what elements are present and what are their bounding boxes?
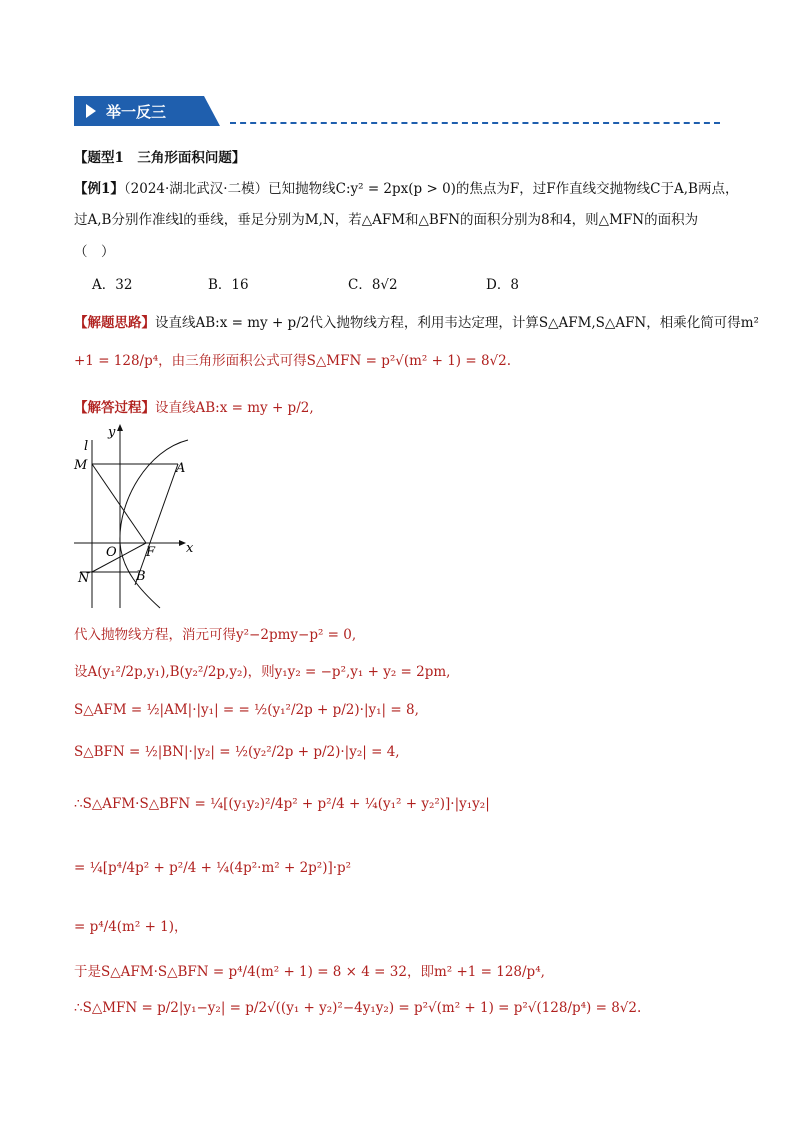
option-b: B．16 [208, 277, 249, 293]
step-6: = ¼[p⁴/4p² + p²/4 + ¼(4p²·m² + 2p²)]·p² [74, 860, 352, 876]
example-line-1 [74, 177, 738, 197]
option-c: C．8√2 [348, 277, 398, 293]
segment-MF [92, 464, 146, 543]
label-x: x [186, 541, 194, 556]
step-2: 设A(y₁²/2p,y₁),B(y₂²/2p,y₂)，则y₁y₂ = −p²,y₁ + y₂ = 2pm, [74, 664, 451, 680]
process-text-1: 设直线AB:x = my + p/2, [155, 400, 314, 416]
process-label: 【解答过程】 [74, 400, 155, 416]
label-F: F [146, 545, 156, 560]
label-A: A [176, 461, 186, 476]
process-line-1 [74, 396, 314, 416]
step-1: 代入抛物线方程，消元可得y²−2pmy−p² = 0, [74, 627, 357, 643]
label-M: M [74, 458, 88, 473]
label-N: N [78, 571, 90, 586]
example-label: 【例1】 [74, 181, 124, 197]
option-d: D．8 [486, 277, 519, 293]
step-4: S△BFN = ½|BN|·|y₂| = ½(y₂²/2p + p/2)·|y₂| = 4, [74, 744, 400, 760]
idea-line-2: +1 = 128/p⁴，由三角形面积公式可得S△MFN = p²√(m² + 1) = 8√2. [74, 353, 512, 369]
label-O: O [106, 545, 117, 560]
y-axis-arrow-icon [117, 424, 123, 431]
idea-label: 【解题思路】 [74, 315, 155, 331]
x-axis-arrow-icon [179, 540, 186, 546]
example-line-2: 过A,B分别作准线l的垂线，垂足分别为M,N，若△AFM和△BFN的面积分别为8和4，则△MFN的面积为 [74, 212, 699, 228]
example-text-1: 已知抛物线C:y² = 2px(p > 0)的焦点为F，过F作直线交抛物线C于A,B两点， [268, 181, 739, 197]
example-source: （2024·湖北武汉·二模） [123, 181, 269, 197]
option-a: A．32 [92, 277, 133, 293]
idea-line-1 [74, 311, 759, 331]
step-9: ∴S△MFN = p/2|y₁−y₂| = p/2√((y₁ + y₂)²−4y₁y₂) = p²√(m² + 1) = p²√(128/p⁴) = 8√2. [74, 1000, 642, 1016]
step-7: = p⁴/4(m² + 1)， [74, 919, 188, 935]
topic-heading: 【题型1 三角形面积问题】 [74, 150, 246, 166]
banner-divider [230, 122, 720, 124]
label-y: y [108, 425, 116, 440]
answer-paren: （ ） [74, 244, 115, 260]
label-B: B [136, 569, 146, 584]
label-l: l [84, 439, 89, 454]
section-banner [74, 96, 220, 126]
idea-text-1: 设直线AB:x = my + p/2代入抛物线方程，利用韦达定理，计算S△AFM,S△AFN，相乘化简可得m² [155, 315, 759, 331]
parabola-figure [70, 420, 200, 612]
segment-NF [92, 543, 146, 572]
section-title: 举一反三 [106, 103, 167, 121]
segment-AB [135, 464, 178, 585]
step-3: S△AFM = ½|AM|·|y₁| = = ½(y₁²/2p + p/2)·|y₁| = 8, [74, 702, 419, 718]
step-5: ∴S△AFM·S△BFN = ¼[(y₁y₂)²/4p² + p²/4 + ¼(y₁² + y₂²)]·|y₁y₂| [74, 796, 490, 812]
step-8: 于是S△AFM·S△BFN = p⁴/4(m² + 1) = 8 × 4 = 32，即m² +1 = 128/p⁴, [74, 964, 545, 980]
